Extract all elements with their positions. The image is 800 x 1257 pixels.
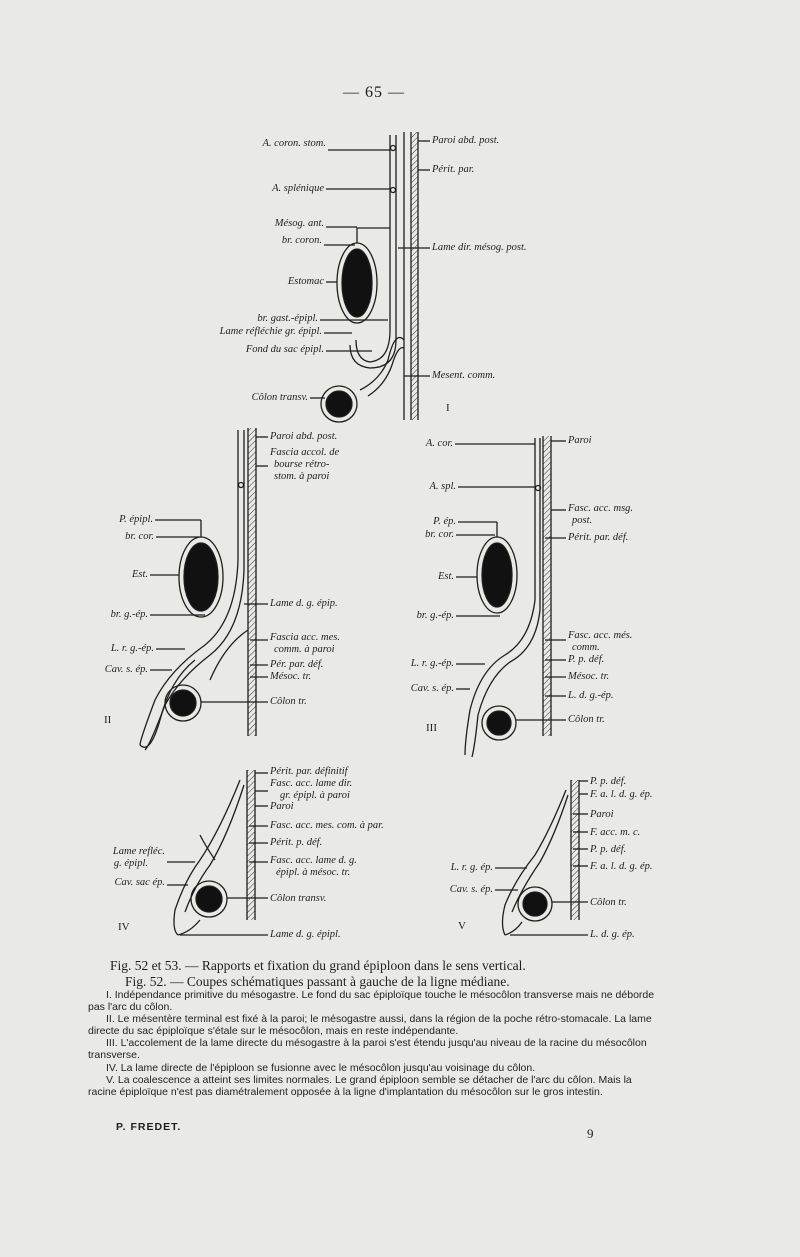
fig3-label: L. r. g.-ép.: [410, 658, 454, 669]
fig2-label: Pér. par. déf.: [270, 659, 324, 670]
fig2-label: stom. à paroi: [274, 471, 330, 482]
caption-paragraph: II. Le mésentère terminal est fixé à la paroi; le mésogastre aussi, dans la région de la poche rétro-stomacale. La lame directe du sac épiploïque s'étale sur le mésocôlon, mais en reste indépendante.: [88, 1013, 652, 1037]
fig2-label: L. r. g.-ép.: [110, 643, 154, 654]
fig2-label: br. g.-ép.: [110, 609, 148, 620]
fig2-label: Fascia acc. mes.: [270, 632, 340, 643]
fig3-label: br. g.-ép.: [416, 610, 454, 621]
fig5-label: F. a. l. d. g. ép.: [590, 789, 653, 800]
fig2-label: Fascia accol. de: [270, 447, 340, 458]
fig4-label: Cav. sac ép.: [114, 877, 165, 888]
fig5-label: L. r. g. ép.: [450, 862, 493, 873]
fig4-roman: IV: [118, 921, 130, 933]
fig1-label: br. gast.-épipl.: [257, 313, 318, 324]
fig3-roman: III: [426, 722, 437, 734]
fig2-label: P. épipl.: [119, 514, 153, 525]
figure-2-drawing: [140, 428, 268, 750]
fig3-label: L. d. g.-ép.: [568, 690, 614, 701]
fig4-label: Fasc. acc. lame d. g.: [270, 855, 357, 866]
figure-3-drawing: [455, 436, 566, 757]
fig2-label: Paroi abd. post.: [270, 431, 338, 442]
fig3-label: A. cor.: [425, 438, 453, 449]
fig3-label: Est.: [437, 571, 454, 582]
author-name: P. FREDET.: [116, 1121, 182, 1133]
fig2-label: br. cor.: [125, 531, 154, 542]
caption-body: [88, 990, 663, 1099]
fig5-label: F. a. l. d. g. ép.: [590, 861, 653, 872]
fig3-label: Fasc. acc. msg.: [568, 503, 634, 514]
fig4-label: épipl. à mésoc. tr.: [276, 867, 351, 878]
fig2-label: Cav. s. ép.: [104, 664, 148, 675]
figure-5-drawing: [495, 780, 588, 935]
fig4-label: Côlon transv.: [270, 893, 327, 904]
fig5-label: Côlon tr.: [590, 897, 627, 908]
fig4-label: Paroi: [270, 801, 294, 812]
fig3-label: comm.: [572, 642, 600, 653]
fig1-label: Paroi abd. post.: [432, 135, 500, 146]
fig1-label: Fond du sac épipl.: [245, 344, 324, 355]
page-number: — 65 —: [343, 84, 405, 101]
fig2-label: Côlon tr.: [270, 696, 307, 707]
fig1-label: Mésog. ant.: [274, 218, 324, 229]
fig3-label: Mésoc. tr.: [568, 671, 610, 682]
fig4-label: gr. épipl. à paroi: [280, 790, 350, 801]
fig1-label: Lame réfléchie gr. épipl.: [219, 326, 322, 337]
fig5-roman: V: [458, 920, 466, 932]
fig1-label: A. splénique: [272, 183, 324, 194]
fig3-label: Fasc. acc. més.: [568, 630, 633, 641]
figure-caption-line-2: Fig. 52. — Coupes schématiques passant à gauche de la ligne médiane.: [125, 974, 510, 989]
figure-1-drawing: [310, 132, 430, 422]
fig4-label: Fasc. acc. mes. com. à par.: [270, 820, 384, 831]
fig4-label: Lame d. g. épipl.: [270, 929, 341, 940]
fig5-label: P. p. déf.: [590, 776, 627, 787]
fig4-label: Fasc. acc. lame dir.: [270, 778, 353, 789]
fig3-label: Périt. par. déf.: [568, 532, 629, 543]
caption-paragraph: I. Indépendance primitive du mésogastre. Le fond du sac épiploïque touche le mésocôlon transverse mais ne déborde pas l'arc du côlon.: [88, 989, 655, 1013]
fig1-label: Estomac: [287, 276, 324, 287]
fig1-label: Mesent. comm.: [432, 370, 496, 381]
fig1-label: A. coron. stom.: [262, 138, 326, 149]
fig3-label: br. cor.: [425, 529, 454, 540]
fig1-label: Lame dir. mésog. post.: [432, 242, 527, 253]
fig1-roman: I: [446, 402, 450, 414]
caption-paragraph: IV. La lame directe de l'épiploon se fusionne avec le mésocôlon jusqu'au voisinage du côlon.: [106, 1061, 536, 1074]
fig4-label: Lame refléc.: [112, 846, 165, 857]
signature-mark: 9: [587, 1126, 594, 1141]
fig3-label: Côlon tr.: [568, 714, 605, 725]
fig2-roman: II: [104, 714, 112, 726]
fig3-label: P. ép.: [433, 516, 456, 527]
fig2-label: Est.: [131, 569, 148, 580]
fig3-label: Cav. s. ép.: [410, 683, 454, 694]
fig3-label: Paroi: [568, 435, 592, 446]
caption-paragraph: III. L'accolement de la lame directe du mésogastre à la paroi s'est étendu jusqu'au niveau de la racine du mésocôlon transverse.: [88, 1037, 647, 1061]
fig4-label: Périt. par. définitif: [270, 766, 348, 777]
fig5-label: Paroi: [590, 809, 614, 820]
fig1-label: Côlon transv.: [251, 392, 308, 403]
fig1-label: br. coron.: [281, 235, 322, 246]
fig5-label: L. d. g. ép.: [590, 929, 635, 940]
figure-4-drawing: [167, 770, 268, 935]
figure-caption-line-1: Fig. 52 et 53. — Rapports et fixation du grand épiploon dans le sens vertical.: [110, 958, 526, 973]
fig3-label: A. spl.: [429, 481, 456, 492]
fig2-label: comm. à paroi: [274, 644, 335, 655]
fig5-label: P. p. déf.: [590, 844, 627, 855]
caption-paragraph: V. La coalescence a atteint ses limites normales. Le grand épiploon semble se détacher de l'arc du côlon. Mais la racine épiploïque n'est pas diamétralement opposée à la ligne d'implantation du mésocôlon sur le gros intestin.: [88, 1074, 632, 1098]
fig2-label: bourse rétro-: [274, 459, 330, 470]
fig5-label: Cav. s. ép.: [449, 884, 493, 895]
fig2-label: Lame d. g. épip.: [270, 598, 338, 609]
fig3-label: post.: [572, 515, 593, 526]
fig4-label: Périt. p. déf.: [270, 837, 323, 848]
fig5-label: F. acc. m. c.: [590, 827, 641, 838]
fig2-label: Mésoc. tr.: [270, 671, 312, 682]
fig4-label: g. épipl.: [113, 858, 148, 869]
fig3-label: P. p. déf.: [568, 654, 605, 665]
fig1-label: Périt. par.: [432, 164, 475, 175]
